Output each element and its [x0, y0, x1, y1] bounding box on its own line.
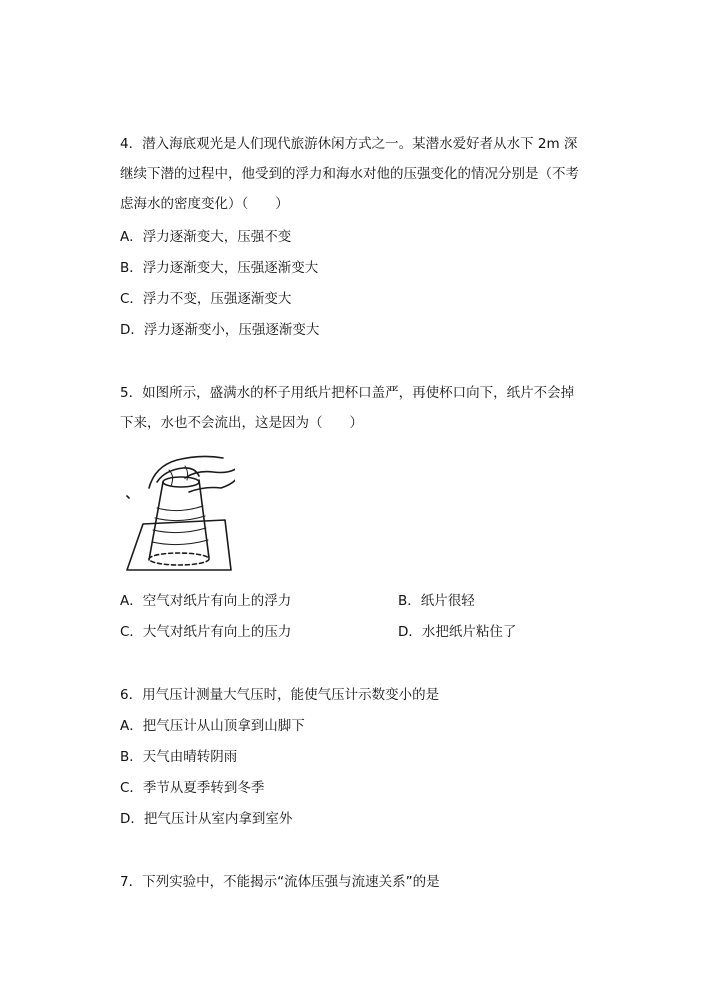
q6-option-a: A．把气压计从山顶拿到山脚下 [120, 718, 305, 734]
q4-option-d: D．浮力逐渐变小，压强逐渐变大 [120, 322, 320, 338]
q5-option-c: C．大气对纸片有向上的压力 [120, 624, 292, 640]
q5-stem-line-1: 5．如图所示，盛满水的杯子用纸片把杯口盖严，再使杯口向下，纸片不会掉 [120, 385, 575, 401]
q4-stem-line-2: 继续下潜的过程中，他受到的浮力和海水对他的压强变化的情况分别是（不考 [120, 166, 579, 182]
inverted-cup-figure [125, 452, 235, 577]
q6-stem-line-1: 6．用气压计测量大气压时，能使气压计示数变小的是 [120, 687, 440, 703]
q4-option-b: B．浮力逐渐变大，压强逐渐变大 [120, 260, 319, 276]
q7-stem-line-1: 7．下列实验中，不能揭示“流体压强与流速关系”的是 [120, 874, 440, 890]
q6-option-c: C．季节从夏季转到冬季 [120, 780, 265, 796]
q5-stem-line-2: 下来，水也不会流出，这是因为（ ） [120, 415, 363, 431]
q5-option-b: B．纸片很轻 [398, 593, 475, 609]
q4-option-c: C．浮力不变，压强逐渐变大 [120, 291, 292, 307]
q6-option-b: B．天气由晴转阴雨 [120, 749, 238, 765]
q4-stem-line-3: 虑海水的密度变化）（ ） [120, 196, 289, 212]
q6-option-d: D．把气压计从室内拿到室外 [120, 811, 293, 827]
inverted-cup-drawing [125, 452, 235, 577]
q5-option-a: A．空气对纸片有向上的浮力 [120, 593, 292, 609]
q4-stem-line-1: 4．潜入海底观光是人们现代旅游休闲方式之一。某潜水爱好者从水下 2m 深 [120, 136, 578, 152]
q4-option-a: A．浮力逐渐变大，压强不变 [120, 229, 292, 245]
q5-option-d: D．水把纸片粘住了 [398, 624, 517, 640]
